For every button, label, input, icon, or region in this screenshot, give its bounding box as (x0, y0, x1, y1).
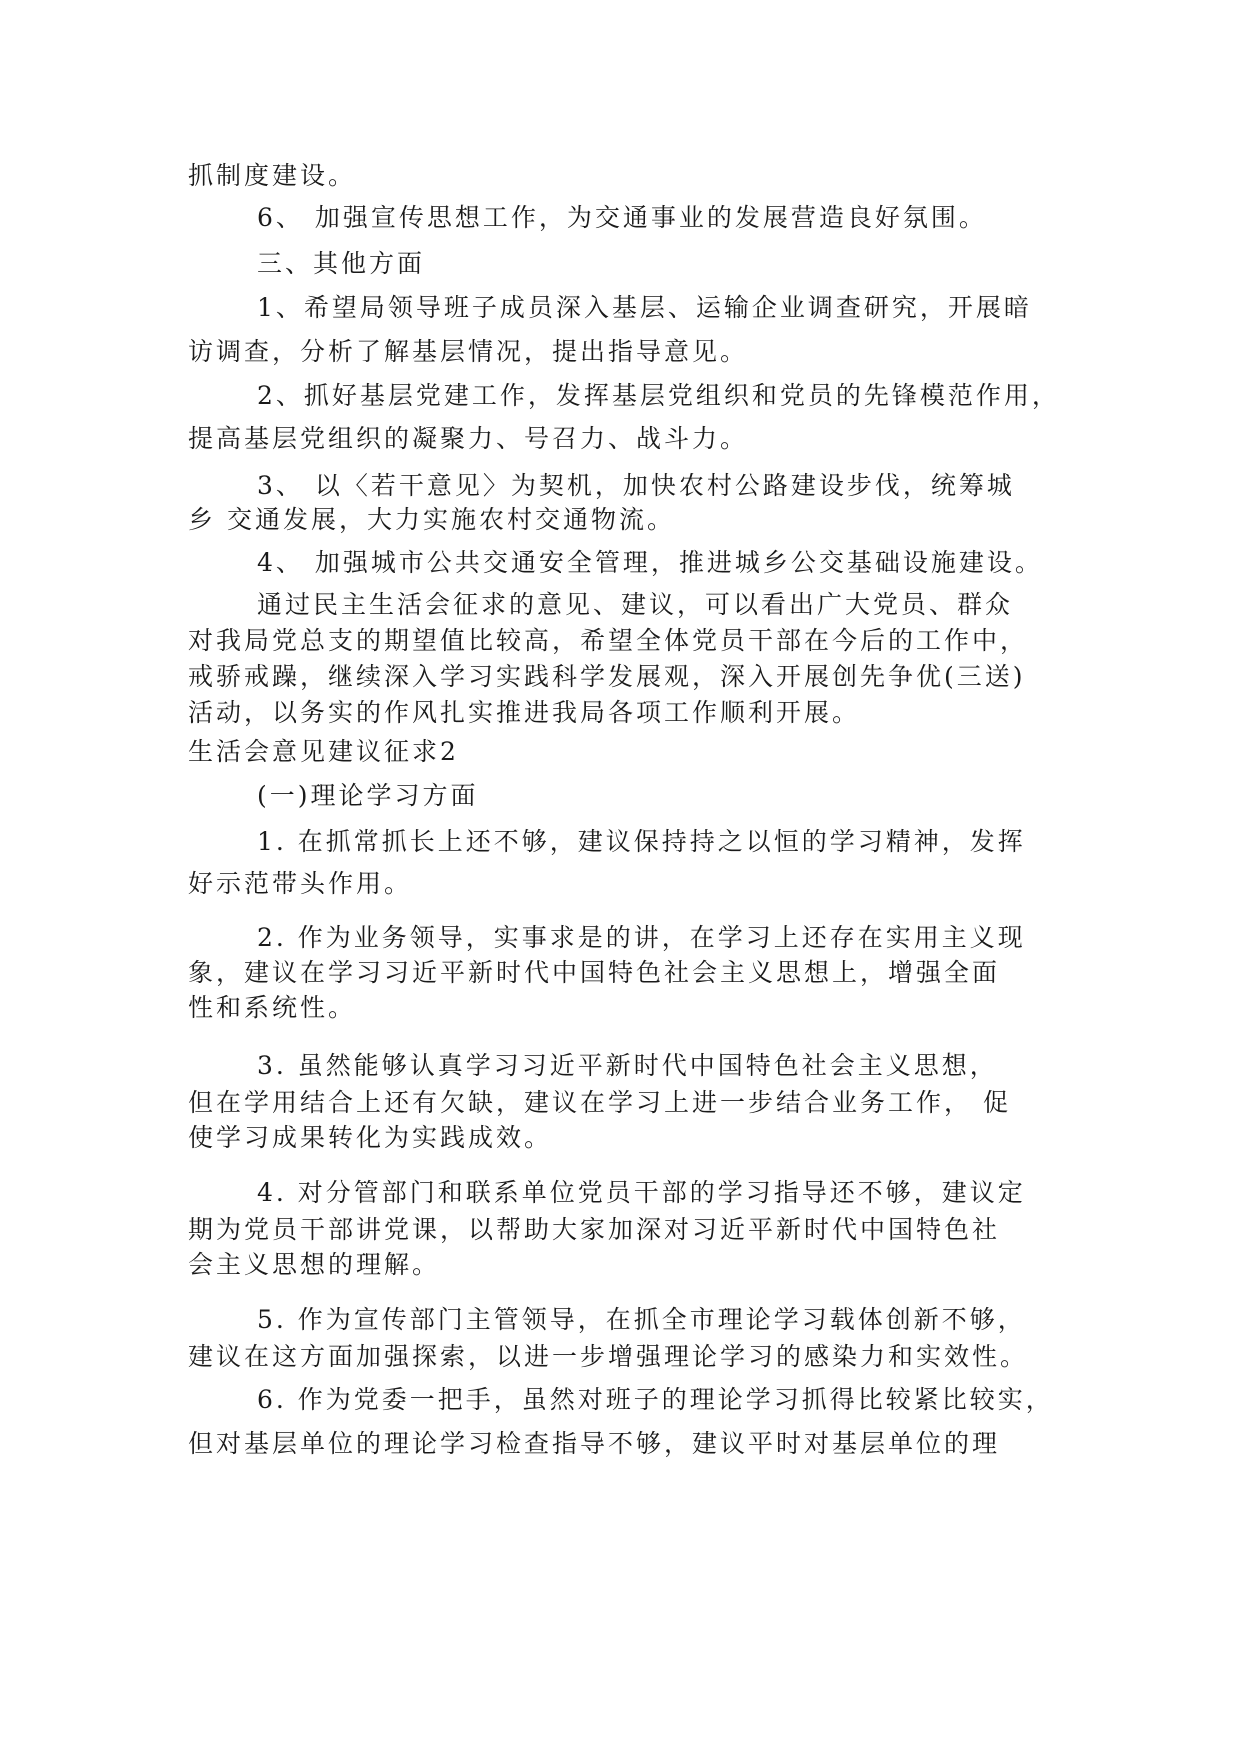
text-line: 好示范带头作用。 (188, 869, 413, 898)
list-item: 4、 加强城市公共交通安全管理，推进城乡公交基础设施建设。 (257, 548, 1043, 577)
text-line: 使学习成果转化为实践成效。 (188, 1123, 553, 1152)
text-line: 戒骄戒躁，继续深入学习实践科学发展观，深入开展创先争优(三送) (188, 662, 1026, 691)
text-line: 性和系统性。 (188, 993, 357, 1022)
list-item: 2. 作为业务领导，实事求是的讲，在学习上还存在实用主义现 (257, 923, 1026, 952)
paragraph-line: 通过民主生活会征求的意见、建议，可以看出广大党员、群众 (257, 590, 1014, 619)
list-item: 6. 作为党委一把手，虽然对班子的理论学习抓得比较紧比较实， (257, 1385, 1054, 1414)
section-heading: (一)理论学习方面 (257, 781, 479, 810)
text-line: 活动，以务实的作风扎实推进我局各项工作顺利开展。 (188, 698, 861, 727)
text-line: 建议在这方面加强探索，以进一步增强理论学习的感染力和实效性。 (188, 1342, 1029, 1371)
text-line: 会主义思想的理解。 (188, 1250, 441, 1279)
list-item: 5. 作为宣传部门主管领导，在抓全市理论学习载体创新不够， (257, 1305, 1026, 1334)
text-line: 访调查，分析了解基层情况，提出指导意见。 (188, 337, 749, 366)
list-item: 1. 在抓常抓长上还不够，建议保持持之以恒的学习精神，发挥 (257, 827, 1026, 856)
list-item: 6、 加强宣传思想工作，为交通事业的发展营造良好氛围。 (257, 203, 987, 232)
text-line: 象，建议在学习习近平新时代中国特色社会主义思想上，增强全面 (188, 958, 1001, 987)
text-line: 提高基层党组织的凝聚力、号召力、战斗力。 (188, 424, 749, 453)
list-item: 3. 虽然能够认真学习习近平新时代中国特色社会主义思想， (257, 1051, 998, 1080)
text-line: 乡 交通发展，大力实施农村交通物流。 (188, 505, 675, 534)
text-line: 抓制度建设。 (188, 161, 357, 190)
list-item: 4. 对分管部门和联系单位党员干部的学习指导还不够，建议定 (257, 1178, 1026, 1207)
list-item: 1、希望局领导班子成员深入基层、运输企业调查研究，开展暗 (257, 293, 1032, 322)
text-line: 但对基层单位的理论学习检查指导不够，建议平时对基层单位的理 (188, 1429, 1001, 1458)
list-item: 2、抓好基层党建工作，发挥基层党组织和党员的先锋模范作用， (257, 381, 1060, 410)
text-line: 对我局党总支的期望值比较高，希望全体党员干部在今后的工作中， (188, 626, 1029, 655)
text-line: 但在学用结合上还有欠缺，建议在学习上进一步结合业务工作， 促 (188, 1088, 1011, 1117)
list-item: 3、 以〈若干意见〉为契机，加快农村公路建设步伐，统筹城 (257, 471, 1015, 500)
text-line: 期为党员干部讲党课，以帮助大家加深对习近平新时代中国特色社 (188, 1215, 1001, 1244)
document-subtitle: 生活会意见建议征求2 (188, 737, 459, 766)
section-heading: 三、其他方面 (257, 249, 426, 278)
